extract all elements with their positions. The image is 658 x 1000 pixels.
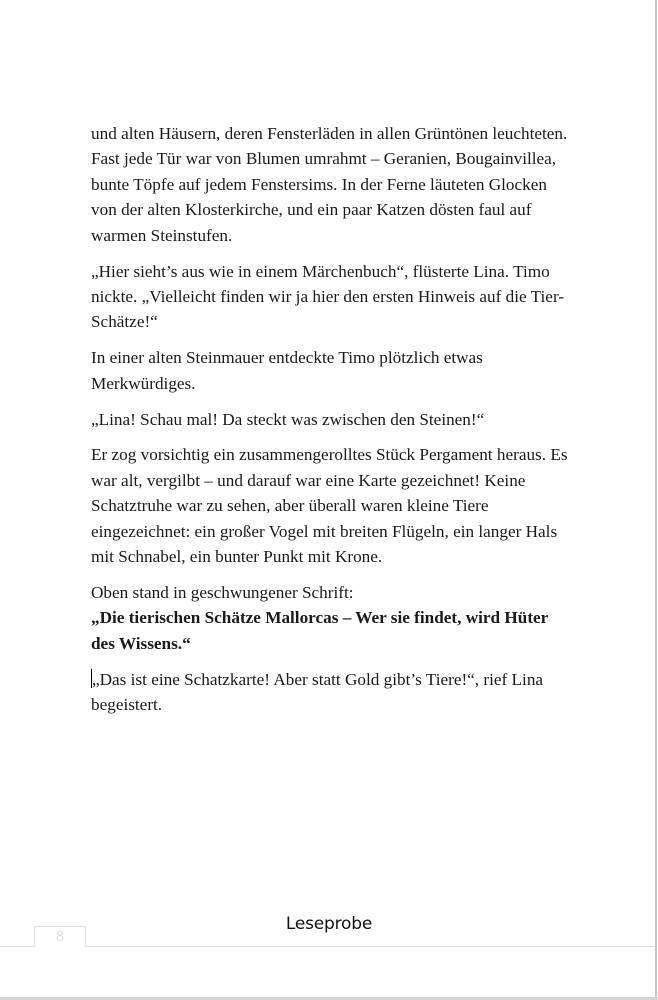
paragraph[interactable]: „Lina! Schau mal! Da steckt was zwischen den Steinen!“ (91, 409, 485, 429)
paragraph-text: „Das ist eine Schatzkarte! Aber statt Gold gibt’s Tiere!“, rief Lina begeistert. (91, 669, 544, 715)
paragraph[interactable]: Er zog vorsichtig ein zusammengerolltes Stück Pergament heraus. Es war alt, vergilbt – und darauf war eine Karte gezeichnet! Keine Schatztruhe war zu sehen, aber überall waren kleine Tiere eingezeichnet: ein großer Vogel mit breiten Flügeln, ein langer Hals mit Schnabel, ein bunter Punkt mit Krone. (91, 445, 568, 567)
paragraph-with-heading[interactable] (91, 580, 571, 656)
page-number-tab (34, 926, 86, 947)
paragraph[interactable]: In einer alten Steinmauer entdeckte Timo plötzlich etwas Merkwürdiges. (91, 348, 483, 393)
document-body[interactable] (91, 121, 571, 728)
bold-quote: „Die tierischen Schätze Mallorcas – Wer sie findet, wird Hüter des Wissens.“ (91, 608, 548, 653)
paragraph-text: Oben stand in geschwungener Schrift: (91, 583, 354, 602)
page-number: 8 (55, 929, 65, 945)
paragraph[interactable]: und alten Häusern, deren Fensterläden in allen Grüntönen leuchteten. Fast jede Tür war von Blumen umrahmt – Geranien, Bougainvillea, bunte Töpfe auf jedem Fenstersims. In der Ferne läuteten Glocken von der alten Klosterkirche, und ein paar Katzen dösten faul auf warmen Steinstufen. (91, 124, 568, 245)
paragraph[interactable]: „Hier sieht’s aus wie in einem Märchenbuch“, flüsterte Lina. Timo nickte. „Vielleicht finden wir ja hier den ersten Hinweis auf die Tier-Schätze!“ (91, 261, 565, 332)
footer-label[interactable]: Leseprobe (285, 914, 373, 934)
paragraph-with-cursor[interactable] (91, 667, 571, 718)
footer-divider (0, 946, 655, 947)
